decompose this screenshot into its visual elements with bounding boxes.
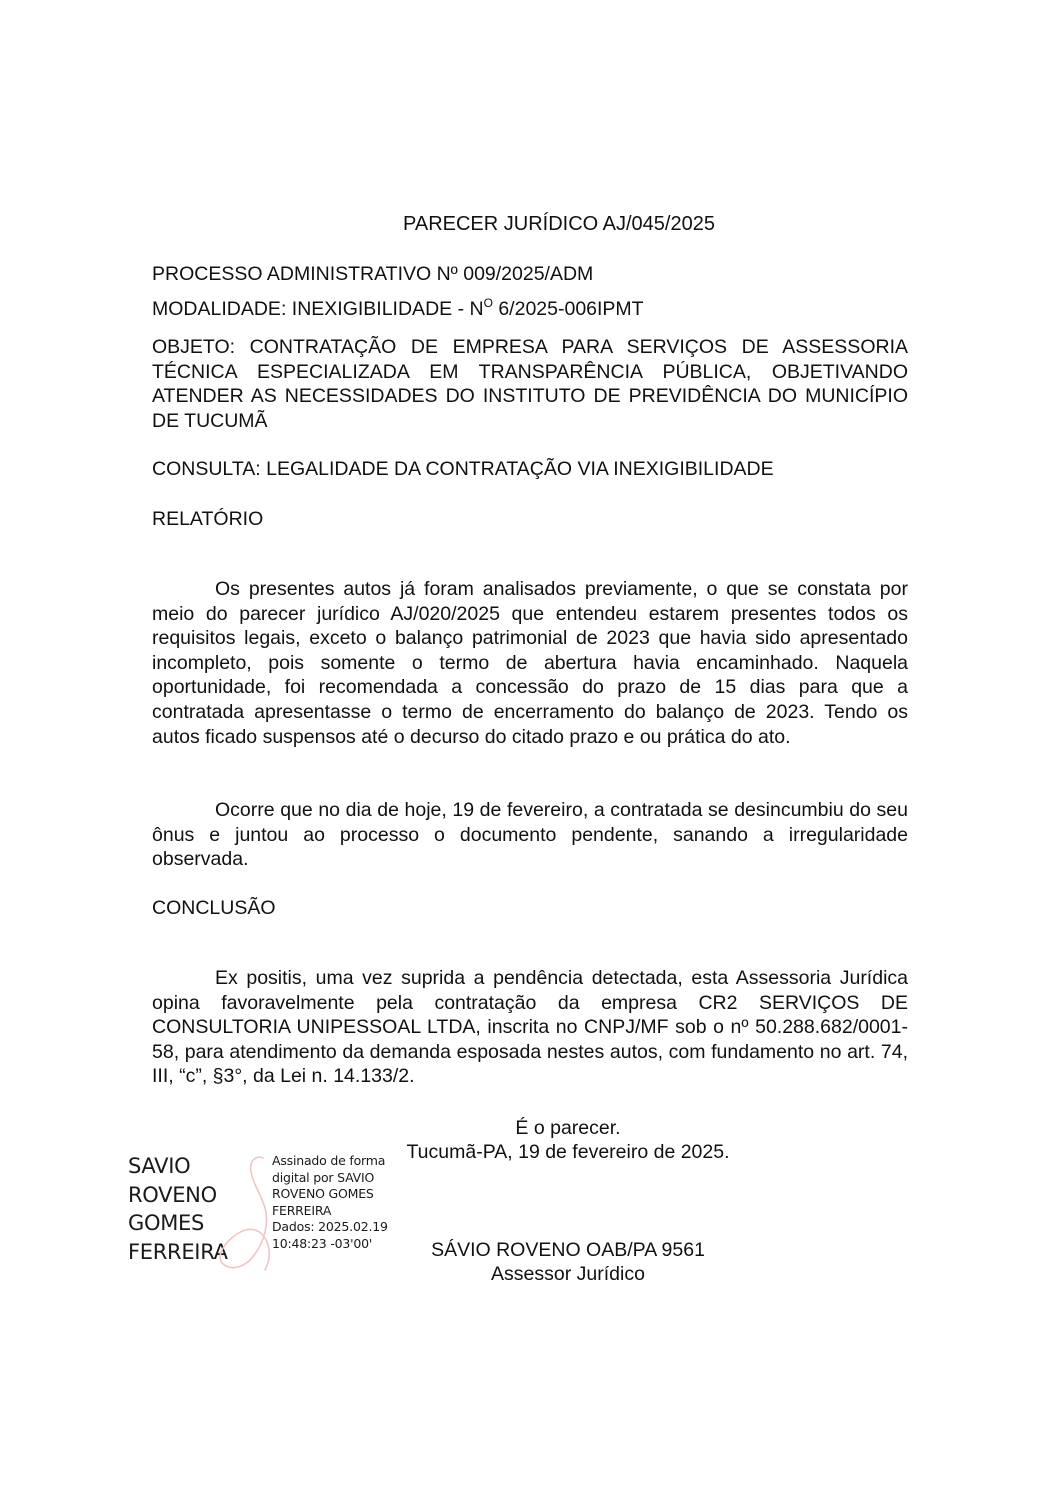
consulta-line: CONSULTA: LEGALIDADE DA CONTRATAÇÃO VIA INEXIGIBILIDADE (152, 458, 774, 480)
signature-name-line: GOMES (128, 1211, 205, 1235)
signature-info-line: digital por SAVIO (272, 1169, 375, 1185)
processo-line: PROCESSO ADMINISTRATIVO Nº 009/2025/ADM (152, 263, 594, 285)
signature-info-line: 10:48:23 -03'00' (272, 1235, 373, 1251)
modalidade-superscript: O (483, 296, 493, 310)
signature-info-line: Assinado de forma (272, 1153, 386, 1168)
signature-name-line: ROVENO (128, 1182, 217, 1207)
objeto-block: OBJETO: CONTRATAÇÃO DE EMPRESA PARA SERVIÇOS DE ASSESSORIA TÉCNICA ESPECIALIZADA EM TRANSPARÊNCIA PÚBLICA, OBJETIVANDO ATENDER AS NECESSIDADES DO INSTITUTO DE PREVIDÊNCIA DO MUNICÍPIO DE TUCUMÃ (152, 336, 908, 432)
modalidade-line (152, 297, 644, 321)
relatorio-paragraph-2: Ocorre que no dia de hoje, 19 de fevereiro, a contratada se desincumbiu do seu ônus e juntou ao processo o documento pendente, sanando a irregularidade observada. (152, 799, 908, 871)
document-title: PARECER JURÍDICO AJ/045/2025 (403, 213, 715, 235)
relatorio-heading: RELATÓRIO (152, 508, 264, 530)
relatorio-paragraph-1: Os presentes autos já foram analisados previamente, o que se constata por meio do parecer jurídico AJ/020/2025 que entendeu estarem presentes todos os requisitos legais, exceto o balanço patrimonial de 2023 que havia sido apresentado incompleto, pois somente o termo de abertura havia encaminhado. Naquela oportunidade, foi recomendada a concessão do prazo de 15 dias para que a contratada apresentasse o termo de encerramento do balanço de 2023. Tendo os autos ficado suspensos até o decurso do citado prazo e ou prática do ato. (152, 578, 908, 748)
conclusao-heading: CONCLUSÃO (152, 897, 276, 919)
signature-info-line: FERREIRA (272, 1202, 332, 1218)
signature-name-line: SAVIO (128, 1154, 191, 1178)
signer-role: Assessor Jurídico (491, 1263, 645, 1285)
conclusao-paragraph: Ex positis, uma vez suprida a pendência detectada, esta Assessoria Jurídica opina favoravelmente pela contratação da empresa CR2 SERVIÇOS DE CONSULTORIA UNIPESSOAL LTDA, inscrita no CNPJ/MF sob o nº 50.288.682/0001-58, para atendimento da demanda esposada nestes autos, com fundamento no art. 74, III, “c”, §3°, da Lei n. 14.133/2. (152, 967, 908, 1088)
digital-signature-name (128, 1152, 228, 1266)
closing-place-date: Tucumã-PA, 19 de fevereiro de 2025. (406, 1141, 730, 1163)
modalidade-suffix: 6/2025-006IPMT (492, 298, 644, 320)
signature-name-line: FERREIRA (128, 1239, 228, 1264)
digital-signature-info (272, 1153, 388, 1252)
signature-info-line: Dados: 2025.02.19 (272, 1219, 388, 1234)
signer-name: SÁVIO ROVENO OAB/PA 9561 (431, 1239, 705, 1261)
modalidade-prefix: MODALIDADE: INEXIGIBILIDADE - N (152, 298, 484, 320)
closing-e-o-parecer: É o parecer. (515, 1117, 621, 1139)
signature-info-line: ROVENO GOMES (272, 1186, 374, 1201)
